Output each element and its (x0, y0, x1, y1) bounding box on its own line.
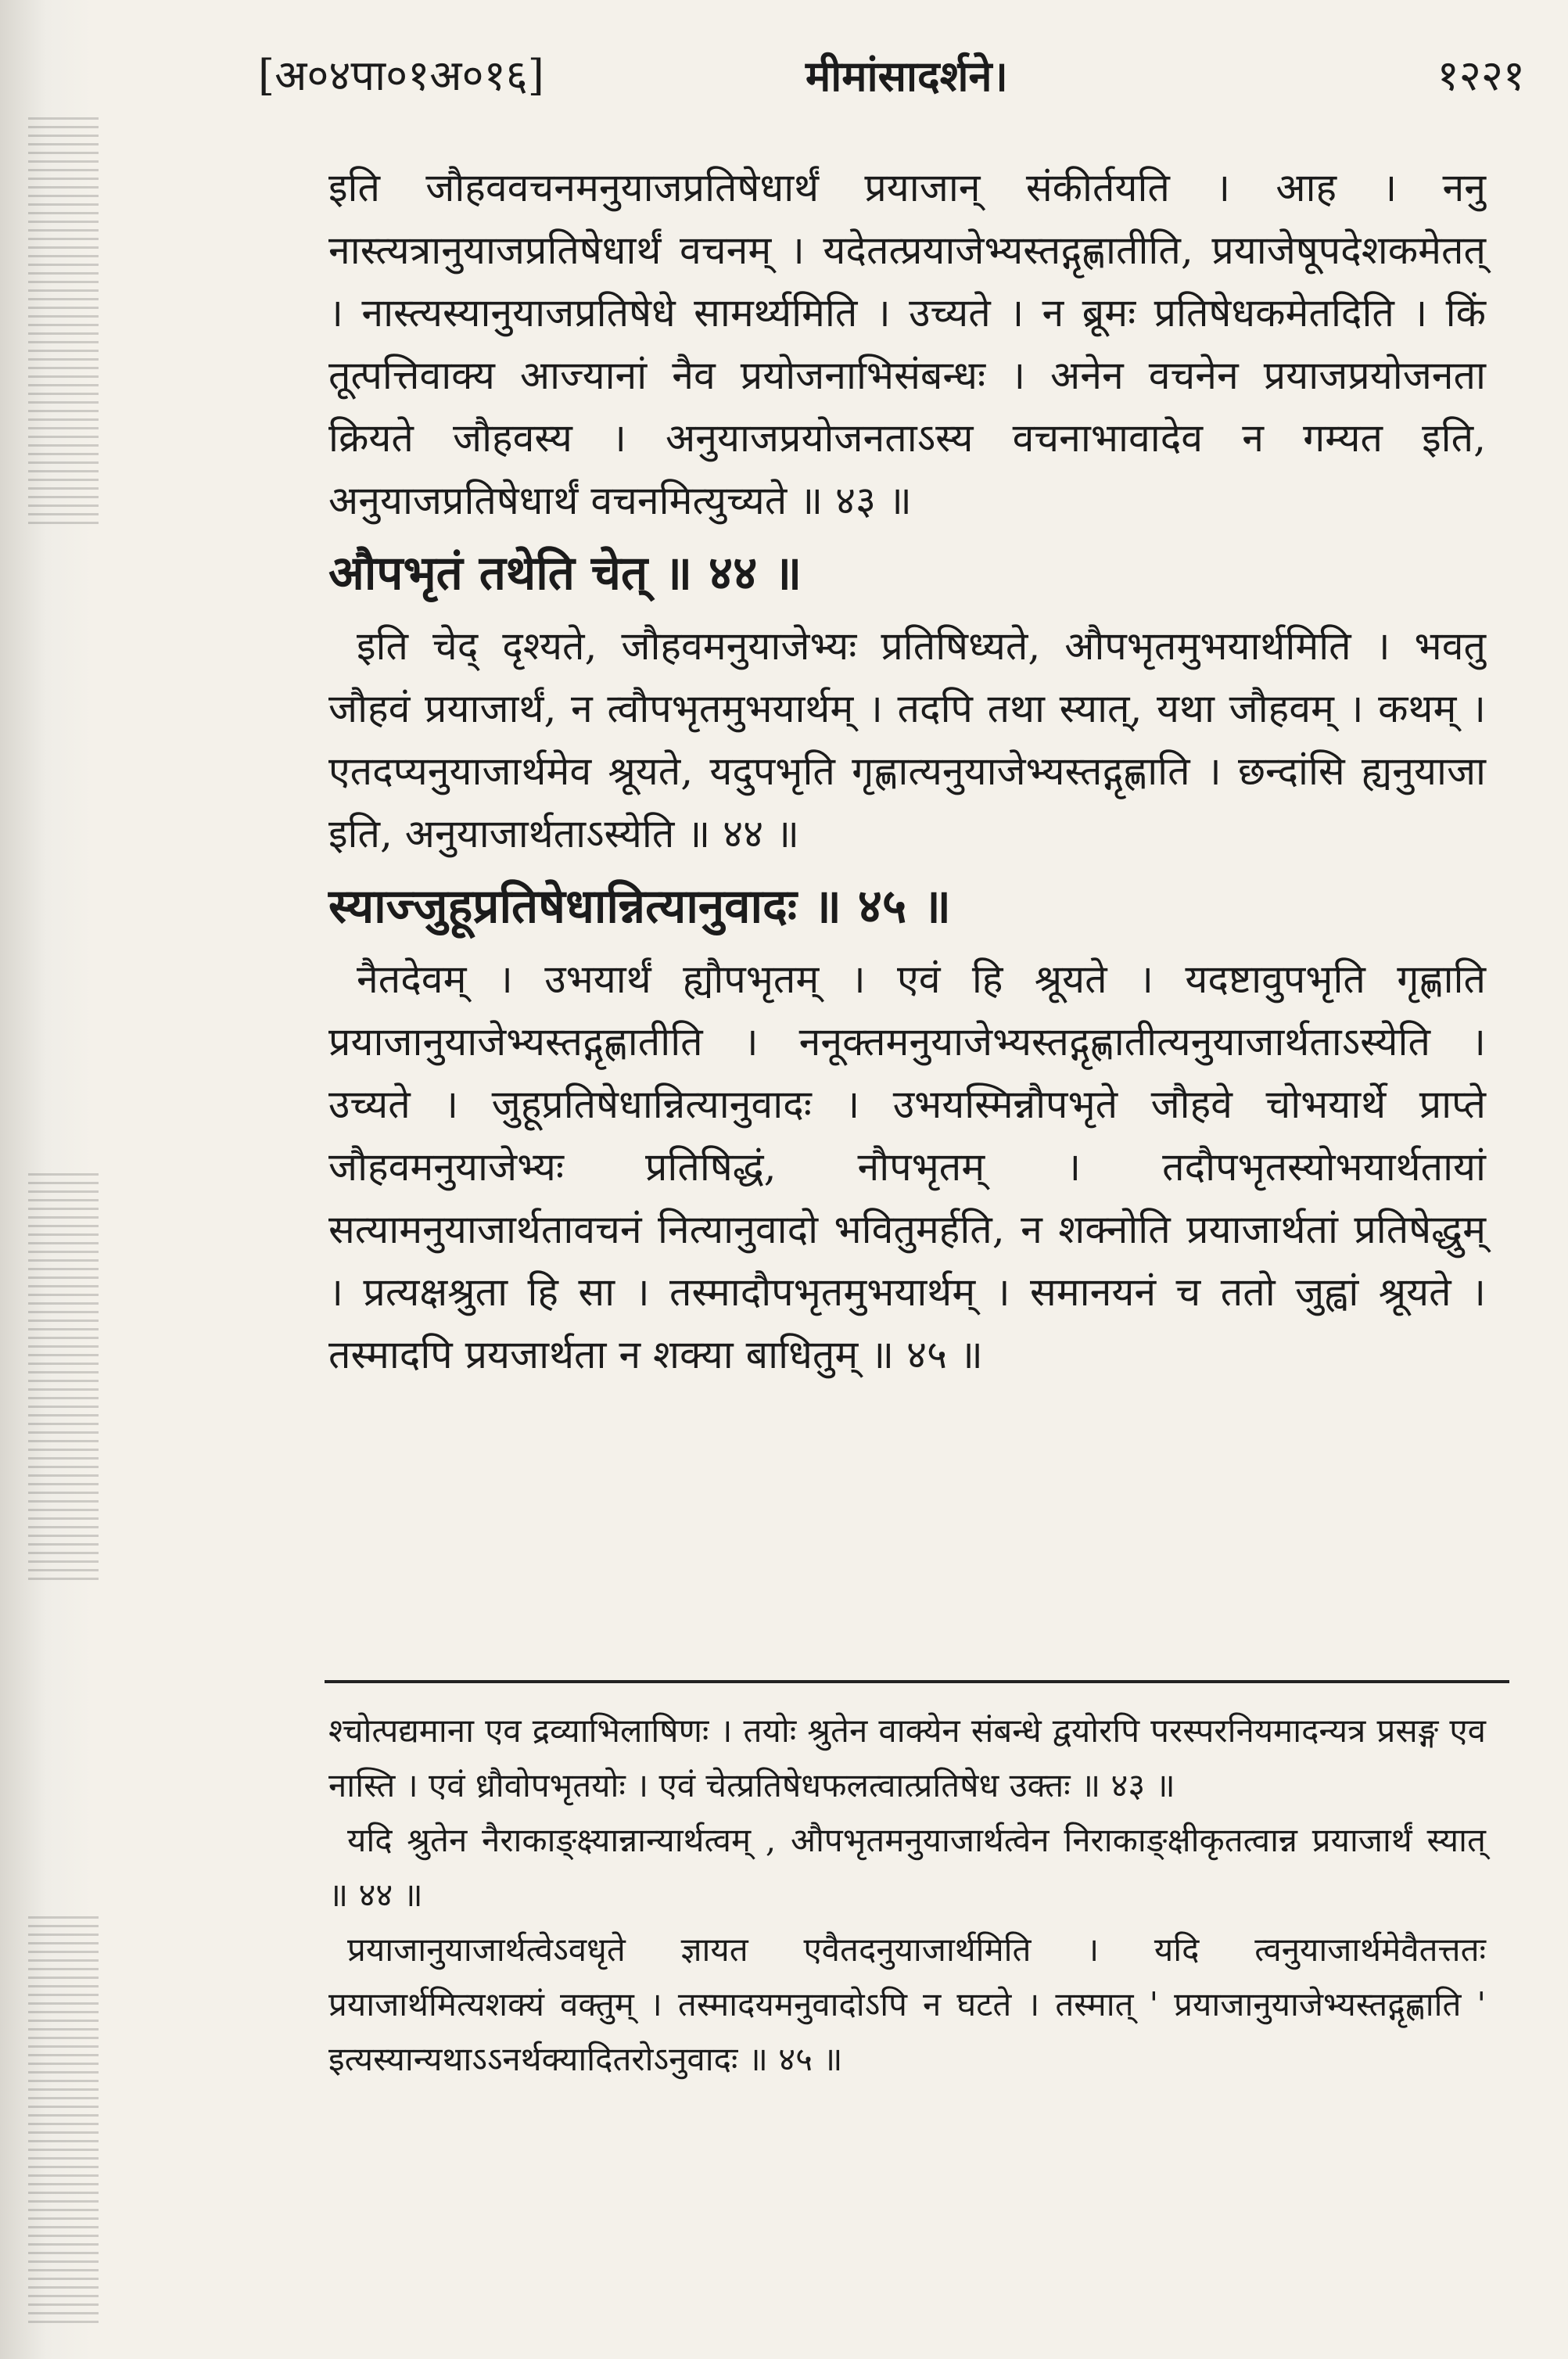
sutra-45: स्याज्जुहूप्रतिषेधान्नित्यानुवादः ॥ ४५ ॥ (328, 879, 951, 934)
page-number: १२२१ (1437, 51, 1525, 100)
binding-speckle (28, 1916, 99, 2323)
binding-speckle (28, 117, 99, 524)
footnote-divider (325, 1680, 1509, 1683)
section-reference: [अ०४पा०१अ०१६] (258, 51, 544, 100)
commentary-paragraph-45: नैतदेवम् । उभयार्थं ह्यौपभृतम् । एवं हि श्रूयते । यदष्टावुपभृति गृह्णाति प्रयाजानुयाजेभ्यस्तद्गृह्णातीति । ननूक्तमनुयाजेभ्यस्तद्गृह्णातीत्यनुयाजार्थताऽस्येति । उच्यते । जुहूप्रतिषेधान्नित्यानुवादः । उभयस्मिन्नौपभृते जौहवे चोभयार्थे प्राप्ते जौहवमनुयाजेभ्यः प्रतिषिद्धं, नौपभृतम् । तदौपभृतस्योभयार्थतायां सत्यामनुयाजार्थतावचनं नित्यानुवादो भवितुमर्हति, न शक्नोति प्रयाजार्थतां प्रतिषेद्धुम् । प्रत्यक्षश्रुता हि सा । तस्मादौपभृतमुभयार्थम् । समानयनं च ततो जुह्वां श्रूयते । तस्मादपि प्रयजार्थता न शक्या बाधितुम् ॥ ४५ ॥ (328, 957, 1486, 1377)
page-title: मीमांसादर्शने। (806, 51, 1008, 101)
commentary-paragraph-44: इति चेद् दृश्यते, जौहवमनुयाजेभ्यः प्रतिषिध्यते, औपभृतमुभयार्थमिति । भवतु जौहवं प्रयाजार्थं, न त्वौपभृतमुभयार्थम् । तदपि तथा स्यात्, यथा जौहवम् । कथम् । एतदप्यनुयाजार्थमेव श्रूयते, यदुपभृति गृह्णात्यनुयाजेभ्यस्तद्गृह्णाति । छन्दांसि ह्यनुयाजा इति, अनुयाजार्थताऽस्येति ॥ ४४ ॥ (328, 623, 1486, 856)
footnote-43: श्चोत्पद्यमाना एव द्रव्याभिलाषिणः । तयोः श्रुतेन वाक्येन संबन्धे द्वयोरपि परस्परनियमादन्यत्र प्रसङ्ग एव नास्ति । एवं ध्रौवोपभृतयोः । एवं चेत्प्रतिषेधफलत्वात्प्रतिषेध उक्तः ॥ ४३ ॥ (328, 1711, 1486, 1804)
footnotes (328, 1704, 1486, 2087)
footnote-44: यदि श्रुतेन नैराकाङ्क्ष्यान्नान्यार्थत्वम् , औपभृतमनुयाजार्थत्वेन निराकाङ्क्षीकृतत्वान्न प्रयाजार्थं स्यात् ॥ ४४ ॥ (328, 1821, 1486, 1914)
commentary-paragraph-43: इति जौहववचनमनुयाजप्रतिषेधार्थं प्रयाजान् संकीर्तयति । आह । ननु नास्त्यत्रानुयाजप्रतिषेधार्थं वचनम् । यदेतत्प्रयाजेभ्यस्तद्गृह्णातीति, प्रयाजेषूपदेशकमेतत् । नास्त्यस्यानुयाजप्रतिषेधे सामर्थ्यमिति । उच्यते । न ब्रूमः प्रतिषेधकमेतदिति । किं तूत्पत्तिवाक्य आज्यानां नैव प्रयोजनाभिसंबन्धः । अनेन वचनेन प्रयाजप्रयोजनता क्रियते जौहवस्य । अनुयाजप्रयोजनताऽस्य वचनाभावादेव न गम्यत इति, अनुयाजप्रतिषेधार्थं वचनमित्युच्यते ॥ ४३ ॥ (328, 165, 1486, 523)
page-binding-edge (0, 0, 133, 2359)
sutra-44: औपभृतं तथेति चेत् ॥ ४४ ॥ (328, 546, 802, 601)
binding-speckle (28, 1173, 99, 1580)
page-header (258, 41, 1525, 111)
footnote-45: प्रयाजानुयाजार्थत्वेऽवधृते ज्ञायत एवैतदनुयाजार्थमिति । यदि त्वनुयाजार्थमेवैतत्ततः प्रयाजार्थमित्यशक्यं वक्तुम् । तस्मादयमनुवादोऽपि न घटते । तस्मात् ' प्रयाजानुयाजेभ्यस्तद्गृह्णाति ' इत्यस्यान्यथाऽऽनर्थक्यादितरोऽनुवादः ॥ ४५ ॥ (328, 1930, 1486, 2078)
main-text (328, 156, 1486, 1386)
